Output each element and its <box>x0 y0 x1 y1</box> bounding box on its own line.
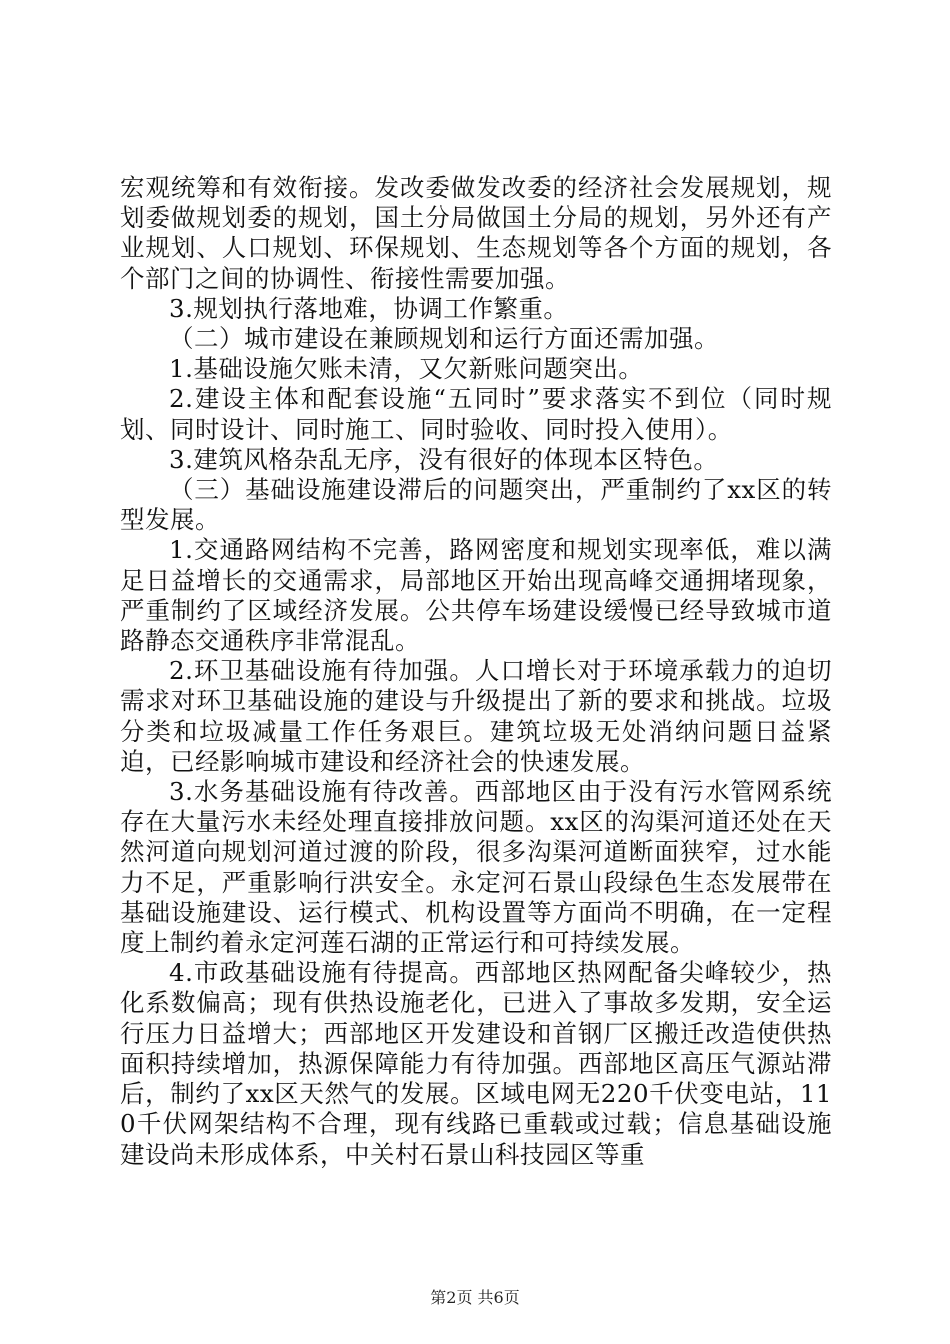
paragraph: 2.建设主体和配套设施“五同时”要求落实不到位（同时规划、同时设计、同时施工、同时验收、同时投入使用）。 <box>120 384 832 444</box>
section-heading: （三）基础设施建设滞后的问题突出，严重制约了xx区的转型发展。 <box>120 475 832 535</box>
section-heading: （二）城市建设在兼顾规划和运行方面还需加强。 <box>169 324 719 354</box>
document-body <box>120 173 832 1170</box>
paragraph: 1.交通路网结构不完善，路网密度和规划实现率低，难以满足日益增长的交通需求，局部地区开始出现高峰交通拥堵现象，严重制约了区域经济发展。公共停车场建设缓慢已经导致城市道路静态交通秩序非常混乱。 <box>120 535 832 656</box>
paragraph: 2.环卫基础设施有待加强。人口增长对于环境承载力的迫切需求对环卫基础设施的建设与升级提出了新的要求和挑战。垃圾分类和垃圾减量工作任务艰巨。建筑垃圾无处消纳问题日益紧迫，已经影响城市建设和经济社会的快速发展。 <box>120 656 832 776</box>
paragraph: 1.基础设施欠账未清，又欠新账问题突出。 <box>169 354 644 384</box>
paragraph: 3.建筑风格杂乱无序，没有很好的体现本区特色。 <box>169 444 719 474</box>
paragraph: 3.水务基础设施有待改善。西部地区由于没有污水管网系统存在大量污水未经处理直接排放问题。xx区的沟渠河道还处在天然河道向规划河道过渡的阶段，很多沟渠河道断面狭窄，过水能力不足，严重影响行洪安全。永定河石景山段绿色生态发展带在基础设施建设、运行模式、机构设置等方面尚不明确，在一定程度上制约着永定河莲石湖的正常运行和可持续发展。 <box>120 777 832 958</box>
paragraph: 3.规划执行落地难，协调工作繁重。 <box>169 293 569 323</box>
page-number-footer: 第2页 共6页 <box>430 1288 520 1307</box>
paragraph: 4.市政基础设施有待提高。西部地区热网配备尖峰较少，热化系数偏高；现有供热设施老化，已进入了事故多发期，安全运行压力日益增大；西部地区开发建设和首钢厂区搬迁改造使供热面积持续增加，热源保障能力有待加强。西部地区高压气源站滞后，制约了xx区天然气的发展。区域电网无220千伏变电站，110千伏网架结构不合理，现有线路已重载或过载；信息基础设施建设尚未形成体系，中关村石景山科技园区等重 <box>120 958 832 1169</box>
paragraph: 宏观统筹和有效衔接。发改委做发改委的经济社会发展规划，规划委做规划委的规划，国土分局做国土分局的规划，另外还有产业规划、人口规划、环保规划、生态规划等各个方面的规划，各个部门之间的协调性、衔接性需要加强。 <box>120 173 832 293</box>
